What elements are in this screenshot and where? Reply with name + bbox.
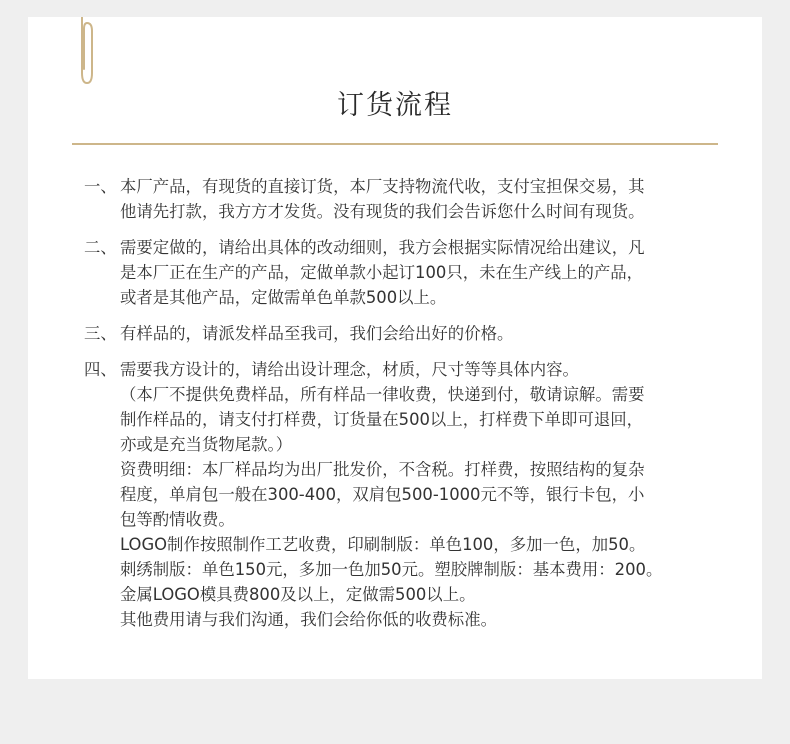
paperclip-icon	[76, 17, 98, 87]
title-divider	[72, 143, 718, 145]
step-number: 四、	[84, 360, 117, 379]
process-step	[84, 321, 714, 346]
step-text-line: 制作样品的，请支付打样费，订货量在500以上，打样费下单即可退回，	[120, 410, 644, 429]
process-step	[84, 174, 714, 224]
step-text-line: 资费明细：本厂样品均为出厂批发价，不含税。打样费，按照结构的复杂	[120, 460, 645, 479]
step-text-line: 他请先打款，我方方才发货。没有现货的我们会告诉您什么时间有现货。	[120, 202, 645, 221]
step-text-line: 亦或是充当货物尾款。）	[120, 435, 293, 454]
step-text-line: 金属LOGO模具费800及以上，定做需500以上。	[120, 585, 476, 604]
order-process-list	[84, 174, 714, 632]
step-text-line: 是本厂正在生产的产品，定做单款小起订100只，未在生产线上的产品，	[120, 263, 644, 282]
process-step	[84, 235, 714, 310]
step-number: 三、	[84, 324, 117, 343]
step-text-line: （本厂不提供免费样品，所有样品一律收费，快递到付，敬请谅解。需要	[120, 385, 645, 404]
step-text-line: 刺绣制版：单色150元，多加一色加50元。塑胶牌制版：基本费用：200。	[120, 560, 663, 579]
step-text-line: 包等酌情收费。	[120, 510, 235, 529]
step-text-line: 其他费用请与我们沟通，我们会给你低的收费标准。	[120, 610, 497, 629]
step-text-line: 有样品的，请派发样品至我司，我们会给出好的价格。	[120, 324, 514, 343]
step-text-line: LOGO制作按照制作工艺收费，印刷制版：单色100，多加一色，加50。	[120, 535, 646, 554]
step-text-line: 程度，单肩包一般在300-400，双肩包500-1000元不等，银行卡包，小	[120, 485, 645, 504]
step-text-line: 需要定做的，请给出具体的改动细则，我方会根据实际情况给出建议，凡	[120, 238, 645, 257]
step-number: 一、	[84, 177, 117, 196]
process-step	[84, 357, 714, 632]
page-title: 订货流程	[337, 90, 453, 121]
step-text-line: 或者是其他产品，定做需单色单款500以上。	[120, 288, 447, 307]
step-number: 二、	[84, 238, 117, 257]
content-card	[28, 17, 762, 679]
step-text-line: 本厂产品，有现货的直接订货，本厂支持物流代收，支付宝担保交易，其	[120, 177, 645, 196]
step-text-line: 需要我方设计的，请给出设计理念，材质，尺寸等等具体内容。	[120, 360, 579, 379]
